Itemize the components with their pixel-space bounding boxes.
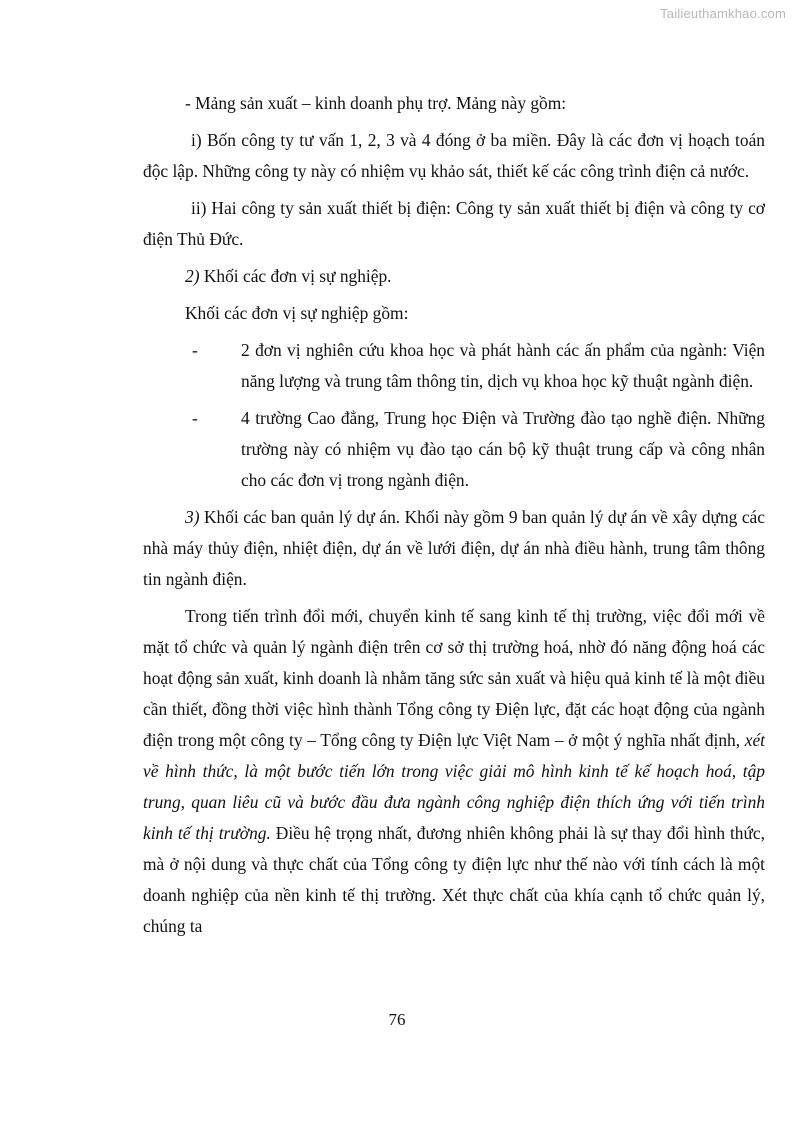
list-dash: - xyxy=(192,340,198,360)
list-item-text: 4 trường Cao đẳng, Trung học Điện và Trường đào tạo nghề điện. Những trường này có nhiệm vụ đào tạo cán bộ kỹ thuật trung cấp và công nhân cho các đơn vị trong ngành điện. xyxy=(241,408,765,490)
reform-text-part1: Trong tiến trình đổi mới, chuyển kinh tế sang kinh tế thị trường, việc đổi mới về mặt tổ chức và quản lý ngành điện trên cơ sở thị trường hoá, nhờ đó năng động hoá các hoạt động sản xuất, kinh doanh là nhằm tăng sức sản xuất và hiệu quả kinh tế là một điều cần thiết, đồng thời việc hình thành Tổng công ty Điện lực, đặt các hoạt động của ngành điện trong một công ty – Tổng công ty Điện lực Việt Nam – ở một ý nghĩa nhất định, xyxy=(143,606,765,750)
watermark-text: Tailieuthamkhao.com xyxy=(660,6,786,21)
list-item xyxy=(143,335,765,397)
section-number: 3) xyxy=(185,507,200,527)
paragraph-auxiliary-sector: - Mảng sản xuất – kinh doanh phụ trợ. Mảng này gồm: xyxy=(185,93,567,113)
reform-text-italic: xét về hình thức, là một bước tiến lớn trong việc giải mô hình kinh tế kế hoạch hoá, tập trung, quan liêu cũ và bước đầu đưa ngành công nghiệp điện thích ứng với tiến trình kinh tế thị trường. xyxy=(143,730,765,843)
paragraph-equipment-companies: ii) Hai công ty sản xuất thiết bị điện: Công ty sản xuất thiết bị điện và công ty cơ điện Thủ Đức. xyxy=(143,198,765,249)
public-units-list xyxy=(143,335,765,496)
paragraph-consulting-companies: i) Bốn công ty tư vấn 1, 2, 3 và 4 đóng ở ba miền. Đây là các đơn vị hoạch toán độc lập. Những công ty này có nhiệm vụ khảo sát, thiết kế các công trình điện cả nước. xyxy=(143,130,765,181)
reform-text-part2: Điều hệ trọng nhất, đương nhiên không phải là sự thay đổi hình thức, mà ở nội dung và thực chất của Tổng công ty điện lực như thế nào với tính cách là một doanh nghiệp của nền kinh tế thị trường. Xét thực chất của khía cạnh tổ chức quản lý, chúng ta xyxy=(143,823,765,936)
list-item-text: 2 đơn vị nghiên cứu khoa học và phát hành các ấn phẩm của ngành: Viện năng lượng và trung tâm thông tin, dịch vụ khoa học kỹ thuật ngành điện. xyxy=(241,340,765,391)
section-body: Khối các ban quản lý dự án. Khối này gồm 9 ban quản lý dự án về xây dựng các nhà máy thủy điện, nhiệt điện, dự án về lưới điện, dự án nhà điều hành, trung tâm thông tin ngành điện. xyxy=(143,507,765,589)
paragraph-project-boards xyxy=(143,502,765,595)
section-title: Khối các đơn vị sự nghiệp. xyxy=(199,266,392,286)
paragraph-public-units-intro: Khối các đơn vị sự nghiệp gồm: xyxy=(185,303,409,323)
paragraph-reform-discussion xyxy=(143,601,765,942)
document-body xyxy=(143,88,765,948)
page-number: 76 xyxy=(388,1010,406,1029)
paragraph-public-units-heading xyxy=(143,261,765,292)
section-number: 2) xyxy=(185,266,200,286)
list-item xyxy=(143,403,765,496)
list-dash: - xyxy=(192,408,198,428)
